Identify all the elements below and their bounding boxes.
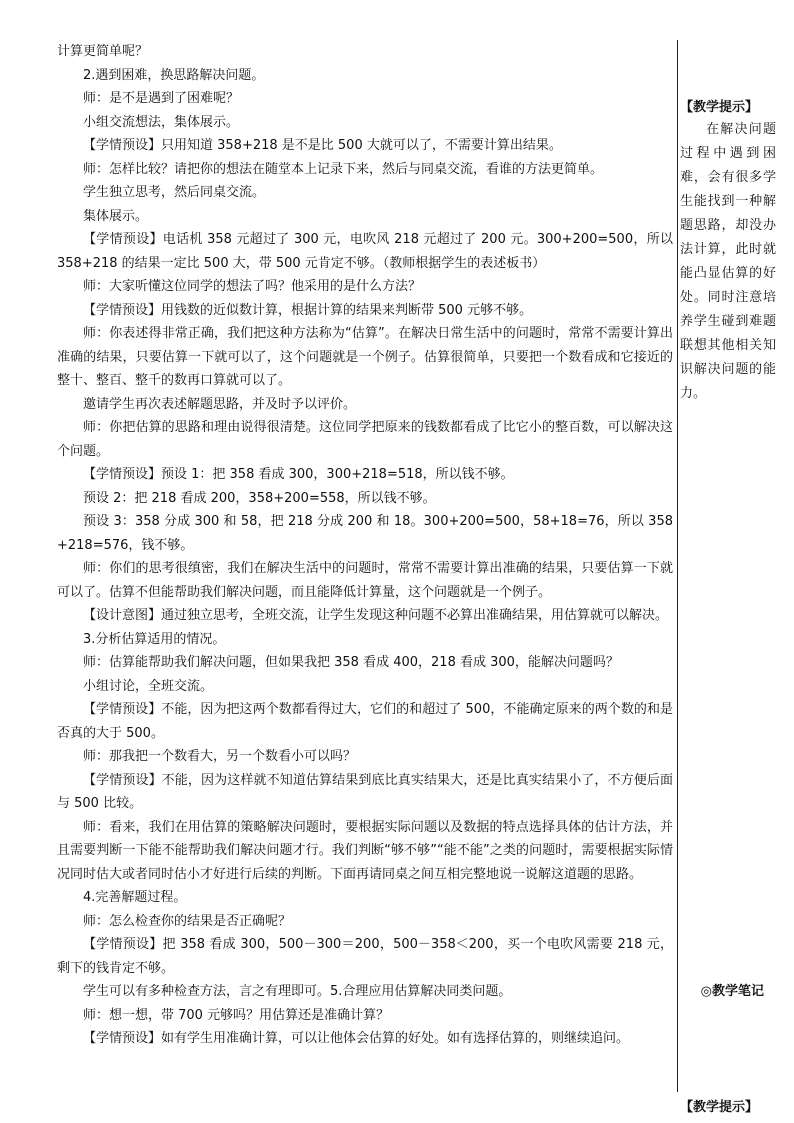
- lesson-paragraph: 【学情预设】用钱数的近似数计算，根据计算的结果来判断带 500 元够不够。: [83, 302, 533, 318]
- lesson-paragraph: 师：看来，我们在用估算的策略解决问题时，要根据实际问题以及数据的特点选择具体的估计方法，并且需要判断一下能不能帮助我们解决问题才行。我们判断“够不够”“能不能”之类的问题时，需要根据实际情况同时估大或者同时估小才好进行后续的判断。下面再请同桌之间互相完整地说一说解这道题的思路。: [57, 819, 673, 882]
- teaching-tip-panel: [680, 98, 776, 406]
- lesson-paragraph: 【设计意图】通过独立思考，全班交流，让学生发现这种问题不必算出准确结果，用估算就可以解决。: [83, 608, 669, 623]
- lesson-paragraph: 【学情预设】如有学生用准确计算，可以让他体会估算的好处。如有选择估算的，则继续追问。: [83, 1031, 630, 1046]
- lesson-paragraph: 师：你表述得非常正确，我们把这种方法称为“估算”。在解决日常生活中的问题时，常常不需要计算出准确的结果，只要估算一下就可以了，这个问题就是一个例子。估算很简单，只要把一个数看成和它接近的整十、整百、整千的数再口算就可以了。: [57, 326, 673, 388]
- teaching-tip-body: 在解决问题过程中遇到困难，会有很多学生能找到一种解题思路，却没办法计算，此时就能凸显估算的好处。同时注意培养学生碰到难题联想其他相关知识解决问题的能力。: [680, 122, 776, 401]
- lesson-paragraph: 计算更简单呢？: [57, 44, 149, 59]
- lesson-paragraph: 3.分析估算适用的情况。: [83, 631, 226, 647]
- lesson-paragraph: 【学情预设】只用知道 358+218 是不是比 500 大就可以了，不需要计算出结果。: [83, 138, 562, 153]
- lesson-paragraph: 师：你把估算的思路和理由说得很清楚。这位同学把原来的钱数都看成了比它小的整百数，可以解决这个问题。: [57, 420, 673, 459]
- lesson-paragraph: 2.遇到困难，换思路解决问题。: [83, 67, 265, 83]
- teaching-notes-panel: [680, 982, 776, 1002]
- lesson-paragraph: 预设 2：把 218 看成 200，358+200=558，所以钱不够。: [83, 490, 436, 506]
- teaching-notes-label: ◎教学笔记: [700, 984, 764, 999]
- lesson-paragraph: 小组交流想法，集体展示。: [83, 114, 240, 130]
- lesson-paragraph: 师：怎样比较？请把你的想法在随堂本上记录下来，然后与同桌交流，看谁的方法更简单。: [83, 161, 604, 177]
- lesson-paragraph: 师：大家听懂这位同学的想法了吗？他采用的是什么方法？: [83, 279, 422, 294]
- lesson-paragraph: 预设 3：358 分成 300 和 58，把 218 分成 200 和 18。300+200=500，58+18=76，所以 358+218=576，钱不够。: [57, 514, 673, 553]
- lesson-body: [57, 40, 673, 1051]
- lesson-paragraph: 师：那我把一个数看大，另一个数看小可以吗？: [83, 749, 357, 764]
- lesson-paragraph: 【学情预设】不能，因为这样就不知道估算结果到底比真实结果大，还是比真实结果小了，不方便后面与 500 比较。: [57, 772, 673, 811]
- lesson-paragraph: 【学情预设】不能，因为把这两个数都看得过大，它们的和超过了 500，不能确定原来的两个数的和是否真的大于 500。: [57, 702, 673, 741]
- lesson-paragraph: 师：怎么检查你的结果是否正确呢？: [83, 913, 292, 929]
- teaching-tip-title: 【教学提示】: [680, 100, 759, 115]
- lesson-paragraph: 集体展示。: [83, 208, 149, 224]
- lesson-paragraph: 师：是不是遇到了困难呢？: [83, 91, 240, 106]
- lesson-paragraph: 师：你们的思考很缜密，我们在解决生活中的问题时，常常不需要计算出准确的结果，只要估算一下就可以了。估算不但能帮助我们解决问题，而且能降低计算量，这个问题就是一个例子。: [57, 561, 673, 600]
- lesson-paragraph: 【学情预设】预设 1：把 358 看成 300，300+218=518，所以钱不够。: [83, 467, 514, 482]
- lesson-paragraph: 【学情预设】电话机 358 元超过了 300 元，电吹风 218 元超过了 200 元。300+200=500，所以 358+218 的结果一定比 500 大，带 500 元肯定不够。（教师根据学生的表述板书）: [57, 232, 673, 271]
- lesson-paragraph: 学生独立思考，然后同桌交流。: [83, 185, 266, 200]
- column-divider: [677, 40, 678, 1092]
- lesson-paragraph: 【学情预设】把 358 看成 300，500－300＝200，500－358＜200，买一个电吹风需要 218 元，剩下的钱肯定不够。: [57, 937, 673, 976]
- teaching-tip-title-2: 【教学提示】: [680, 1100, 759, 1115]
- lesson-paragraph: 4.完善解题过程。: [83, 890, 187, 905]
- lesson-paragraph: 学生可以有多种检查方法，言之有理即可。5.合理应用估算解决同类问题。: [83, 984, 512, 999]
- lesson-paragraph: 师：估算能帮助我们解决问题，但如果我把 358 看成 400，218 看成 300，能解决问题吗？: [83, 655, 619, 670]
- lesson-paragraph: 邀请学生再次表述解题思路，并及时予以评价。: [83, 396, 357, 412]
- lesson-paragraph: 师：想一想，带 700 元够吗？用估算还是准确计算？: [83, 1007, 390, 1023]
- lesson-paragraph: 小组讨论，全班交流。: [83, 678, 214, 694]
- teaching-tip-panel-2: [680, 1098, 776, 1118]
